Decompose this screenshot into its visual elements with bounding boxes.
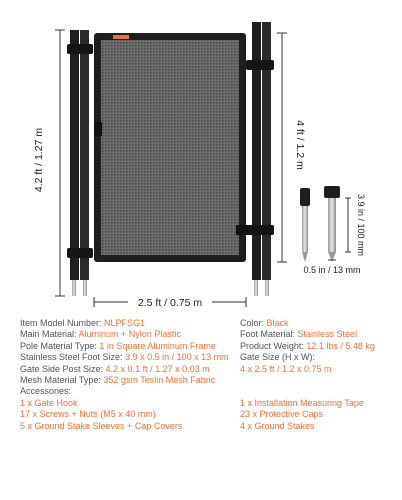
accessory-item: 1 x Gate Hook [20, 397, 78, 408]
mesh-value: 352 gsm Teslin Mesh Fabric [103, 375, 216, 386]
gate-size-label: Gate Size (H x W): [240, 352, 316, 363]
width-label: 2.5 ft / 0.75 m [137, 297, 203, 309]
stake-width-label: 0.5 in / 13 mm [303, 265, 361, 275]
foot-size-value: 3.9 x 0.5 in / 100 x 13 mm [125, 352, 229, 363]
spec-row-1 [20, 318, 390, 329]
accessory-item: 17 x Screws + Nuts (M5 x 40 mm) [20, 409, 156, 420]
color-label: Color: [240, 318, 267, 328]
spec-row-2 [20, 329, 390, 340]
accessory-row-2 [20, 409, 390, 420]
accessory-item: 23 x Protective Caps [240, 409, 324, 420]
dimension-width [94, 296, 246, 309]
stake-length-label: 3.9 in / 100 mm [356, 193, 366, 257]
door-height-label: 4 ft / 1.2 m [294, 120, 306, 170]
left-posts [67, 30, 93, 296]
weight-value: 12.1 lbs / 5.48 kg [306, 340, 375, 351]
post-size-value: 4.2 x 0.1 ft / 1.27 x 0.03 m [105, 363, 210, 374]
spec-row-4 [20, 352, 390, 363]
accessories-label: Accessories: [20, 386, 72, 397]
total-height-label: 4.2 ft / 1.27 m [33, 127, 45, 193]
accessory-row-3 [20, 421, 390, 432]
color-value: Black [266, 318, 289, 328]
foot-size-label: Stainless Steel Foot Size: [20, 352, 126, 363]
accessory-item: 4 x Ground Stakes [240, 420, 315, 431]
foot-material-value: Stainless Steel [297, 329, 358, 340]
accessory-item: 1 x Installation Measuring Tape [240, 397, 364, 408]
accessory-item: 5 x Ground Stake Sleeves + Cap Covers [20, 420, 183, 431]
ground-stakes-detail [300, 186, 366, 275]
spec-row-5 [20, 364, 390, 375]
mesh-label: Mesh Material Type: [20, 375, 104, 386]
accessories-heading-row [20, 386, 390, 397]
pole-material-label: Pole Material Type: [20, 340, 100, 351]
specifications-panel [20, 318, 390, 494]
spec-row-6 [20, 375, 390, 386]
dimension-total-height [33, 30, 65, 296]
accessory-row-1 [20, 398, 390, 409]
weight-label: Product Weight: [240, 340, 307, 351]
post-size-label: Gate Side Post Size: [20, 363, 106, 374]
pole-material-value: 1 in Square Aluminum Frame [99, 340, 216, 351]
main-material-label: Main Material: [20, 329, 79, 340]
dimension-door-height [277, 33, 306, 262]
foot-material-label: Foot Material: [240, 329, 298, 340]
main-material-value: Aluminum + Nylon Plastic [78, 329, 181, 340]
gate-door [94, 33, 248, 262]
model-label: Item Model Number: [20, 318, 105, 328]
brand-logo [113, 35, 129, 39]
spec-row-3 [20, 341, 390, 352]
gate-size-value: 4 x 2.5 ft / 1.2 x 0.75 m [240, 363, 332, 374]
model-value: NLPFSG1 [104, 318, 146, 328]
right-posts [246, 22, 274, 296]
